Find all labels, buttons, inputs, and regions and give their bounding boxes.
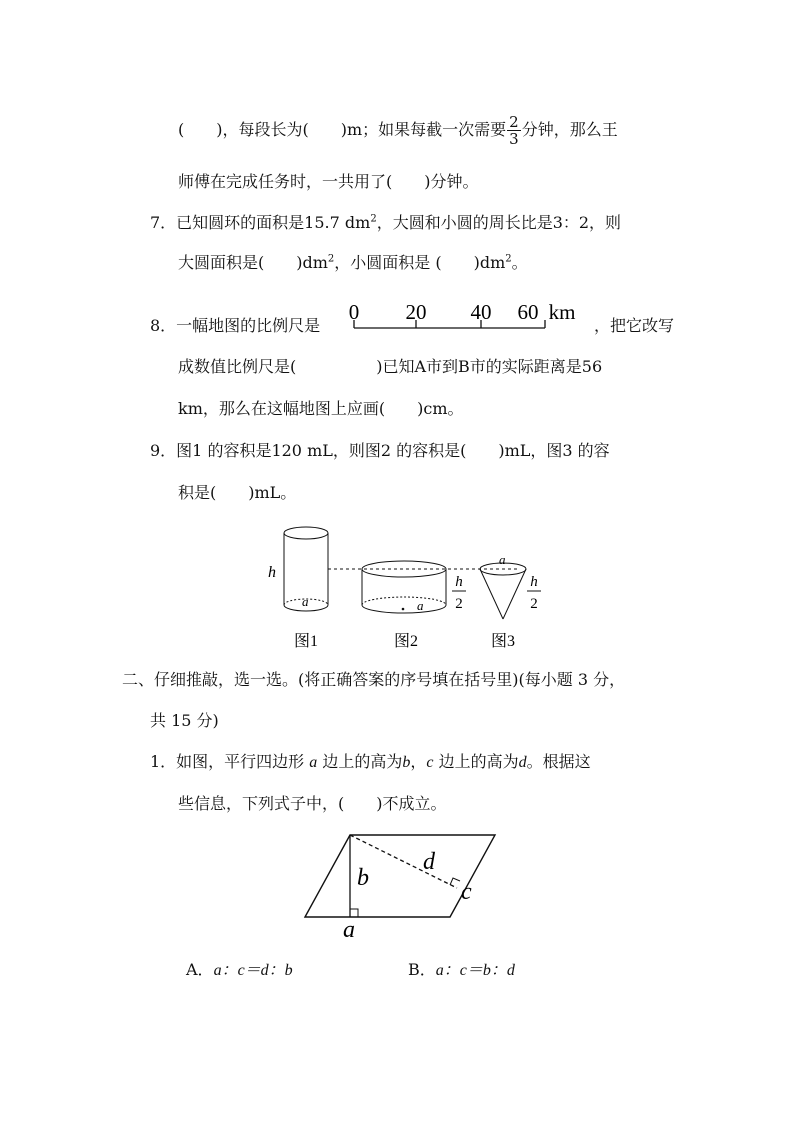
option-a-expr: a：c＝d：b — [213, 962, 293, 979]
label-d: d — [423, 849, 435, 875]
q8-line1-a: 8．一幅地图的比例尺是 — [150, 316, 321, 335]
right-angle-mark-d — [450, 878, 460, 885]
fig1-h-label: h — [268, 564, 276, 581]
fig3-right-edge — [503, 569, 526, 619]
s2q1-text-c: ， — [410, 752, 427, 771]
q8-line2: 成数值比例尺是( )已知A市到B市的实际距离是56 — [178, 357, 603, 376]
fig2-center-dot — [402, 608, 405, 611]
q7-sup: 2 — [370, 213, 377, 225]
fig2-a-label: a — [417, 598, 424, 613]
q7-text-a: 7．已知圆环的面积是15.7 dm — [150, 213, 371, 232]
option-a — [186, 959, 293, 982]
q9-line1: 9．图1 的容积是120 mL，则图2 的容积是( )mL，图3 的容 — [150, 441, 610, 460]
fig2-half-den: 2 — [455, 596, 463, 612]
q6-text-a: ( )，每段长为( )m；如果每截一次需要 — [178, 120, 507, 139]
var-a: a — [309, 754, 318, 771]
scale-tick-label-0: 0 — [348, 300, 360, 324]
q8-line3: km，那么在这幅地图上应画( )cm。 — [178, 399, 464, 418]
fraction-numerator: 2 — [509, 113, 519, 131]
label-c: c — [461, 879, 472, 905]
label-a: a — [343, 917, 355, 943]
scale-unit-label: km — [548, 300, 576, 324]
scale-tick-label-3: 60 — [517, 300, 539, 324]
s2q1-line1 — [150, 751, 591, 774]
option-b-label: B． — [408, 960, 436, 979]
s2q1-text-a: 1．如图，平行四边形 — [150, 752, 305, 771]
fraction-two-thirds — [507, 114, 521, 147]
fig2-caption: 图2 — [393, 633, 419, 650]
section2-title-line2: 共 15 分) — [150, 711, 219, 730]
fig1-caption: 图1 — [293, 633, 319, 650]
q8-line1-b: ，把它改写 — [594, 316, 675, 335]
q7-text-b: ，大圆和小圆的周长比是3：2，则 — [376, 213, 622, 232]
fig1-a-label: a — [302, 594, 309, 609]
fraction-denominator: 3 — [509, 130, 519, 148]
q6-line2: 师傅在完成任务时，一共用了( )分钟。 — [178, 172, 479, 191]
q7-sup-3: 2 — [505, 253, 512, 265]
fig1-top-ellipse — [284, 527, 328, 539]
fig3-caption: 图3 — [490, 633, 516, 650]
q7-text-e: 。 — [511, 253, 528, 272]
q9-line2: 积是( )mL。 — [178, 483, 297, 502]
fig2-half-num: h — [455, 574, 463, 590]
q6-text-b: 分钟，那么王 — [521, 120, 618, 139]
option-a-label: A． — [186, 960, 214, 979]
label-b: b — [357, 865, 369, 891]
s2q1-text-d: 边上的高为 — [438, 752, 519, 771]
fig3-a-label: a — [499, 552, 506, 567]
fig3-left-edge — [480, 569, 503, 619]
q7-sup-2: 2 — [327, 253, 335, 265]
s2q1-text-b: 边上的高为 — [322, 752, 403, 771]
section2-title-line1: 二、仔细推敲，选一选。(将正确答案的序号填在括号里)(每小题 3 分， — [122, 670, 626, 689]
q7-text-c: 大圆面积是( )dm — [178, 253, 328, 272]
s2q1-text-e: 。根据这 — [526, 752, 591, 771]
fig2-top-ellipse — [362, 561, 446, 577]
scale-tick-label-1: 20 — [405, 300, 427, 324]
fig3-half-den: 2 — [530, 596, 538, 612]
q7-text-d: ，小圆面积是 ( )dm — [334, 253, 506, 272]
container-figures — [255, 515, 555, 655]
option-b — [408, 959, 515, 982]
right-angle-mark-b — [350, 909, 358, 917]
parallelogram-figure — [295, 825, 510, 945]
scale-bar — [340, 295, 590, 341]
s2q1-line2: 些信息，下列式子中，( )不成立。 — [178, 794, 447, 813]
fig3-half-num: h — [530, 574, 538, 590]
var-d: d — [518, 754, 527, 771]
q7-line1 — [150, 212, 621, 234]
var-c: c — [426, 754, 434, 771]
option-b-expr: a：c＝b：d — [435, 962, 515, 979]
fig2-bottom-back — [362, 597, 446, 605]
q7-line2 — [178, 252, 528, 274]
var-b: b — [402, 754, 411, 771]
q6-line1 — [178, 114, 618, 147]
scale-tick-label-2: 40 — [470, 300, 492, 324]
